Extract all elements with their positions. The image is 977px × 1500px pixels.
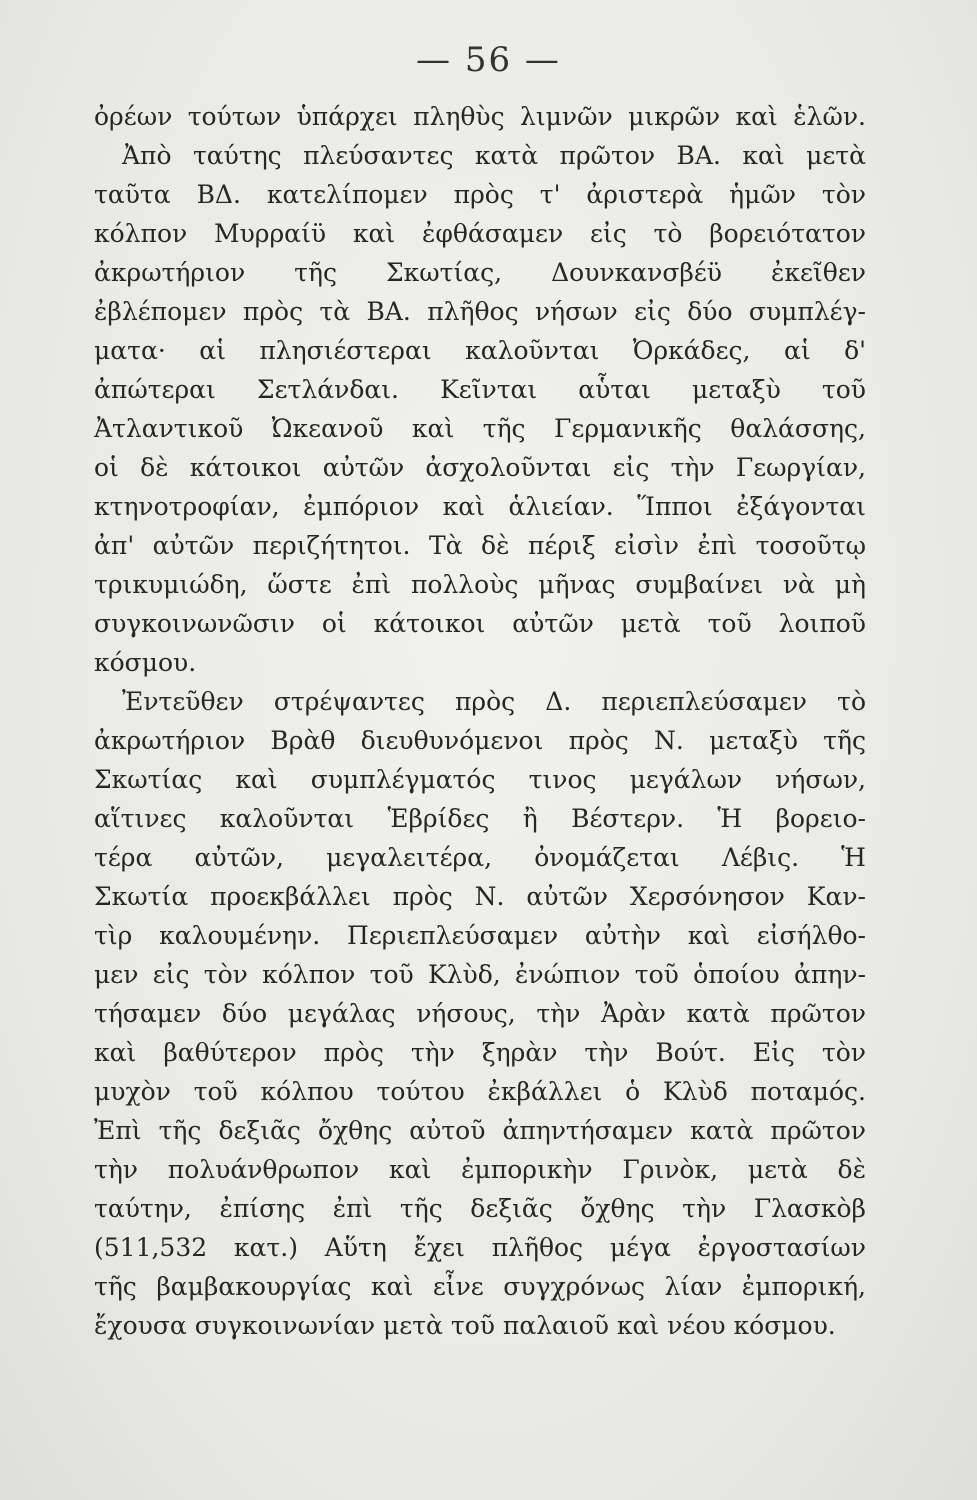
text-line: οἱ δὲ κάτοικοι αὐτῶν ἀσχολοῦνται εἰς τὴν Γεωργίαν, [94,453,866,482]
text-line: τήσαμεν δύο μεγάλας νήσους, τὴν Ἀρὰν κατὰ πρῶτον [94,999,866,1028]
text-line: (511,532 κατ.) Αὕτη ἔχει πλῆθος μέγα ἐργοστασίων [94,1233,866,1262]
text-line: τρικυμιώδη, ὥστε ἐπὶ πολλοὺς μῆνας συμβαίνει νὰ μὴ [94,570,866,599]
text-line: ἀκρωτήριον τῆς Σκωτίας, Δουνκανσβέϋ ἐκεῖθεν [94,258,866,287]
text-line: κόλπον Μυρραίϋ καὶ ἐφθάσαμεν εἰς τὸ βορειότατον [94,219,866,248]
text-line: ταῦτα ΒΔ. κατελίπομεν πρὸς τ' ἀριστερὰ ἡμῶν τὸν [94,180,866,209]
text-line: τέρα αὐτῶν, μεγαλειτέρα, ὀνομάζεται Λέβις. Ἡ [94,843,866,872]
text-line: τῆς βαμβακουργίας καὶ εἶνε συγχρόνως λίαν ἐμπορική, [94,1272,866,1301]
text-line: συγκοινωνῶσιν οἱ κάτοικοι αὐτῶν μετὰ τοῦ λοιποῦ [94,609,866,638]
text-line: Ἀπὸ ταύτης πλεύσαντες κατὰ πρῶτον ΒΑ. καὶ μετὰ [122,141,866,170]
text-line: ἀπώτεραι Σετλάνδαι. Κεῖνται αὗται μεταξὺ τοῦ [94,375,866,404]
text-line: Ἐπὶ τῆς δεξιᾶς ὄχθης αὐτοῦ ἀπηντήσαμεν κατὰ πρῶτον [94,1116,866,1145]
text-line: κτηνοτροφίαν, ἐμπόριον καὶ ἁλιείαν. Ἵπποι ἐξάγονται [94,492,866,521]
text-line: μυχὸν τοῦ κόλπου τούτου ἐκβάλλει ὁ Κλὺδ ποταμός. [94,1077,866,1106]
text-line: Σκωτία προεκβάλλει πρὸς Ν. αὐτῶν Χερσόνησον Καν- [94,882,866,911]
text-line: μεν εἰς τὸν κόλπον τοῦ Κλὺδ, ἐνώπιον τοῦ ὁποίου ἀπην- [94,960,866,989]
text-line: ματα· αἱ πλησιέστεραι καλοῦνται Ὀρκάδες, αἱ δ' [94,336,866,365]
text-line: ἀπ' αὐτῶν περιζήτητοι. Τὰ δὲ πέριξ εἰσὶν ἐπὶ τοσοῦτῳ [94,531,866,560]
text-line: Σκωτίας καὶ συμπλέγματός τινος μεγάλων νήσων, [94,765,866,794]
text-line: καὶ βαθύτερον πρὸς τὴν ξηρὰν τὴν Βούτ. Εἰς τὸν [94,1038,866,1067]
text-line: ὀρέων τούτων ὑπάρχει πληθὺς λιμνῶν μικρῶν καὶ ἑλῶν. [94,102,866,131]
text-line: ταύτην, ἐπίσης ἐπὶ τῆς δεξιᾶς ὄχθης τὴν Γλασκὸβ [94,1194,866,1223]
text-line: Ἐντεῦθεν στρέψαντες πρὸς Δ. περιεπλεύσαμεν τὸ [122,687,866,716]
text-line: ἐβλέπομεν πρὸς τὰ ΒΑ. πλῆθος νήσων εἰς δύο συμπλέγ- [94,297,866,326]
text-line: κόσμου. [94,648,197,677]
text-line: τὶρ καλουμένην. Περιεπλεύσαμεν αὐτὴν καὶ εἰσήλθο- [94,921,866,950]
text-line: Ἀτλαντικοῦ Ὠκεανοῦ καὶ τῆς Γερμανικῆς θαλάσσης, [94,414,866,443]
text-line: τὴν πολυάνθρωπον καὶ ἐμπορικὴν Γρινὸκ, μετὰ δὲ [94,1155,866,1184]
text-line: ἀκρωτήριον Βρὰθ διευθυνόμενοι πρὸς Ν. μεταξὺ τῆς [94,726,866,755]
text-line: αἵτινες καλοῦνται Ἑβρίδες ἢ Βέστερν. Ἡ βορειο- [94,804,866,833]
body-text [94,97,866,1345]
text-line: ἔχουσα συγκοινωνίαν μετὰ τοῦ παλαιοῦ καὶ νέου κόσμου. [94,1311,836,1340]
page-number: — 56 — [416,40,561,80]
